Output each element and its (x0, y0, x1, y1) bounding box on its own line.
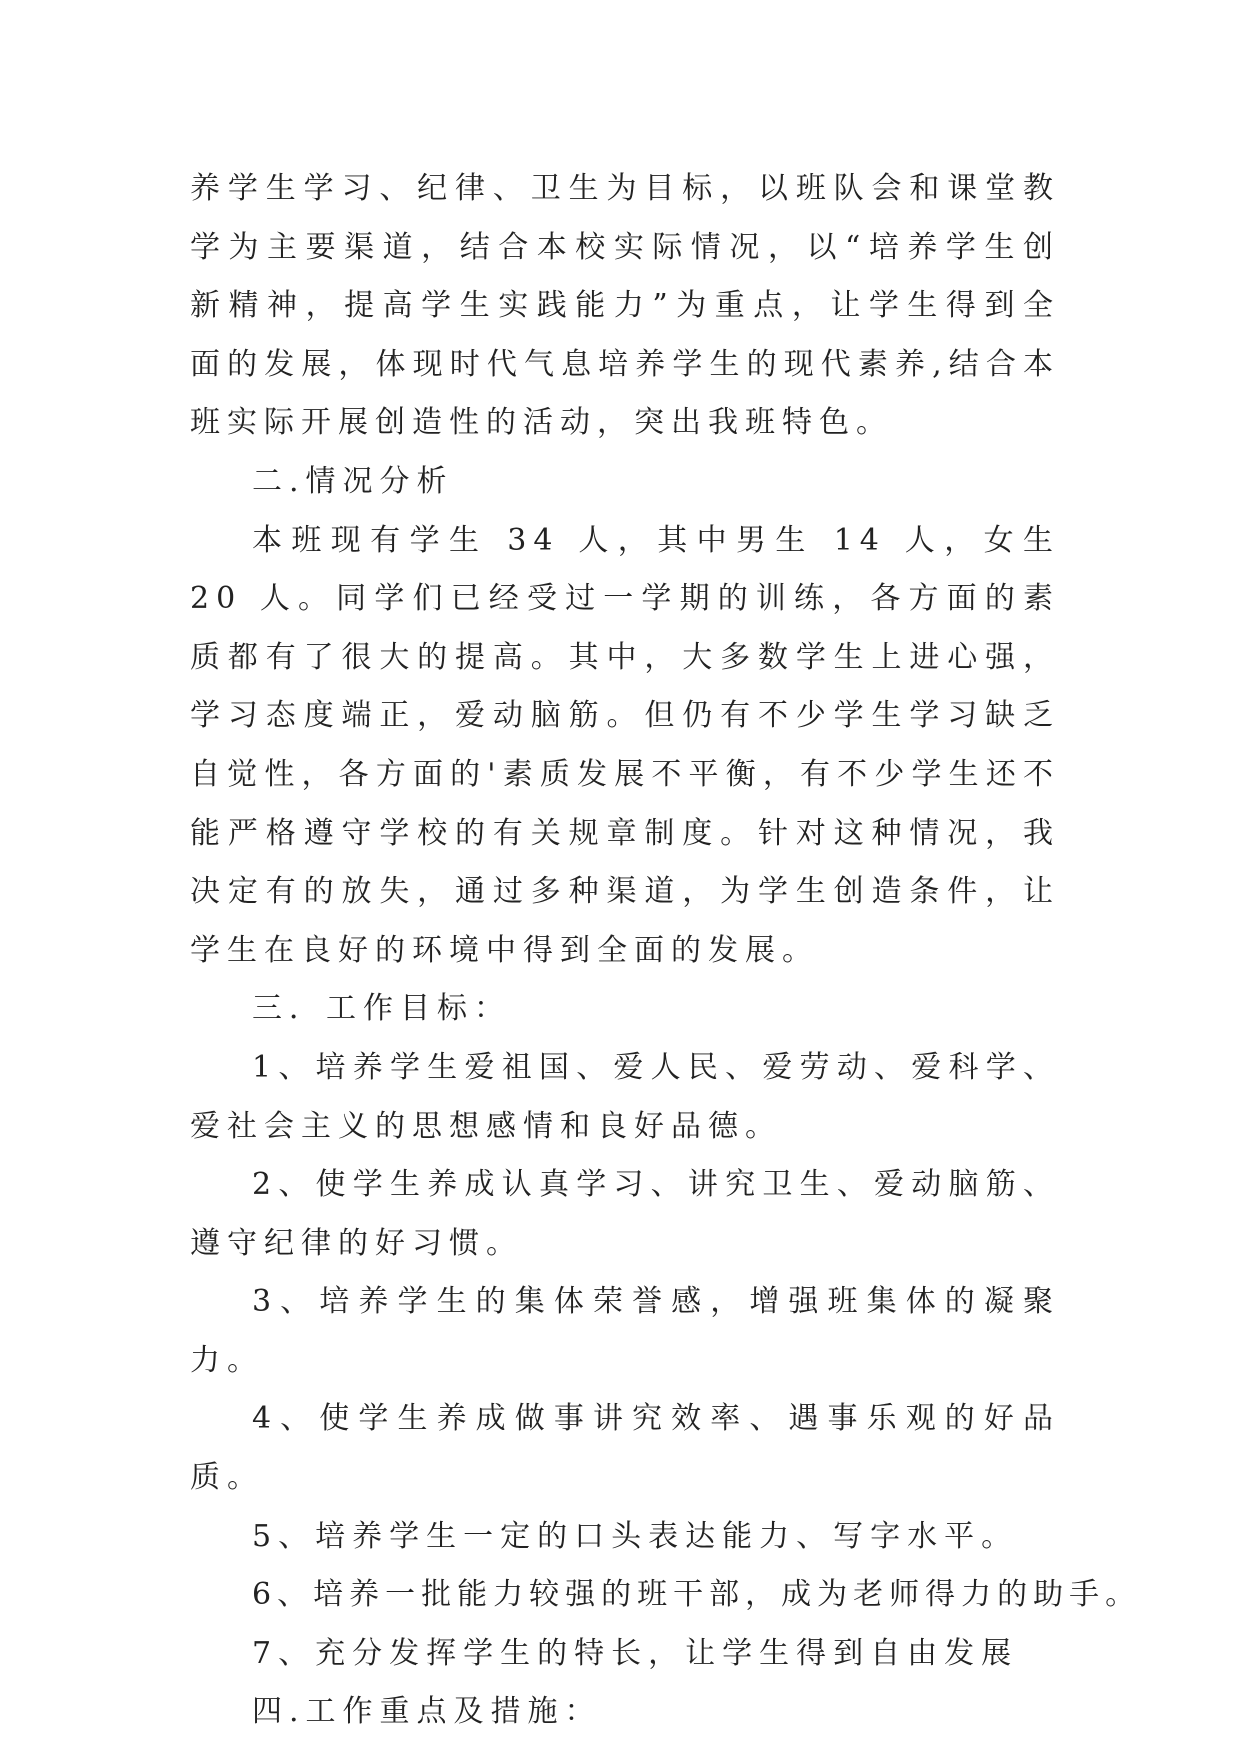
paragraph-situation-analysis: 本班现有学生 34 人，其中男生 14 人，女生 20 人。同学们已经受过一学期的训练，各方面的素质都有了很大的提高。其中，大多数学生上进心强，学习态度端正，爱动脑筋。但仍有不少学生学习缺乏自觉性，各方面的'素质发展不平衡，有不少学生还不能严格遵守学校的有关规章制度。针对这种情况，我决定有的放失，通过多种渠道，为学生创造条件，让学生在良好的环境中得到全面的发展。 (190, 522, 1060, 968)
goal-item-4: 4、使学生养成做事讲究效率、遇事乐观的好品质。 (190, 1401, 1060, 1496)
section-heading-situation-analysis: 二.情况分析 (252, 463, 454, 499)
document-body (190, 160, 1142, 1742)
paragraph-intro-continued: 养学生学习、纪律、卫生为目标，以班队会和课堂教学为主要渠道，结合本校实际情况，以“培养学生创新精神，提高学生实践能力”为重点，让学生得到全面的发展，体现时代气息培养学生的现代素养,结合本班实际开展创造性的活动，突出我班特色。 (190, 171, 1060, 441)
goal-item-5: 5、培养学生一定的口头表达能力、写字水平。 (252, 1518, 1019, 1554)
goal-item-1: 1、培养学生爱祖国、爱人民、爱劳动、爱科学、爱社会主义的思想感情和良好品德。 (190, 1049, 1060, 1144)
goal-item-7: 7、充分发挥学生的特长，让学生得到自由发展 (252, 1635, 1019, 1671)
goal-item-3: 3、培养学生的集体荣誉感，增强班集体的凝聚力。 (190, 1284, 1060, 1378)
goal-item-2: 2、使学生养成认真学习、讲究卫生、爱动脑筋、遵守纪律的好习惯。 (190, 1167, 1060, 1261)
section-heading-work-focus: 四.工作重点及措施： (252, 1694, 602, 1730)
section-heading-work-goals: 三．工作目标： (252, 991, 511, 1027)
goal-item-6: 6、培养一批能力较强的班干部，成为老师得力的助手。 (252, 1577, 1142, 1613)
